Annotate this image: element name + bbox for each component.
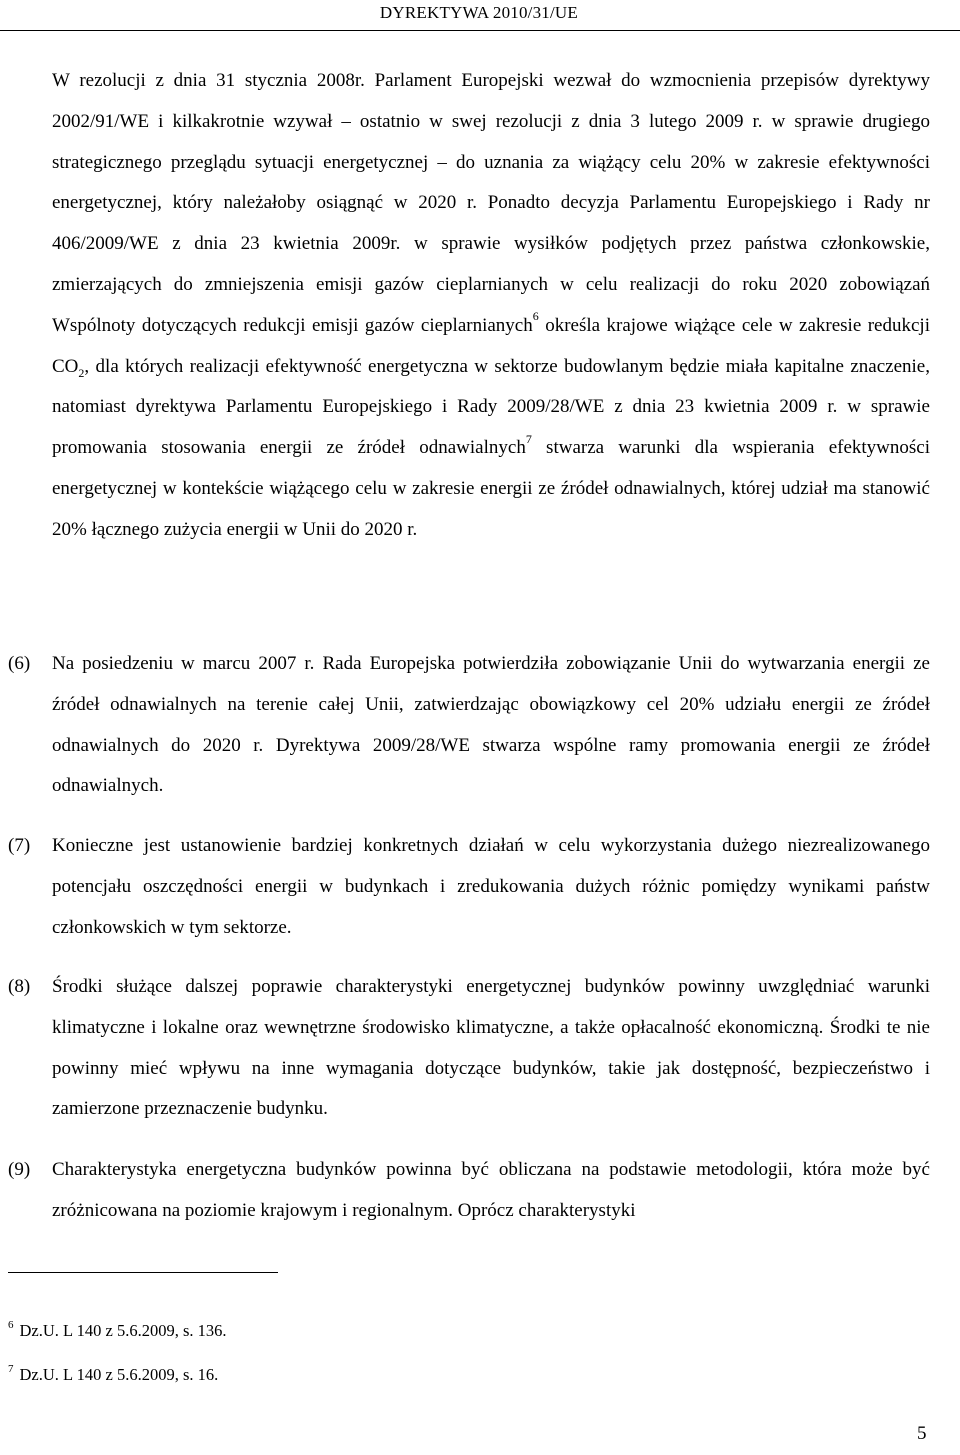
footnote-text: Dz.U. L 140 z 5.6.2009, s. 136.	[19, 1321, 227, 1340]
footnote-separator	[8, 1272, 278, 1273]
recital-8	[0, 967, 930, 1130]
intro-text-part3: , dla których realizacji efektywność energetyczna w sektorze budowlanym będzie miała kapitalne znaczenie, natomiast dyrektywa Parlamentu Europejskiego i Rady 2009/28/WE z dnia 23 kwietnia 2009 r. w sprawie promowania stosowania energii ze źródeł odnawialnych	[52, 355, 930, 459]
recital-text: Środki służące dalszej poprawie charakterystyki energetycznej budynków powinny uwzględniać warunki klimatyczne i lokalne oraz wewnętrzne środowisko klimatyczne, a także opłacalność ekonomiczną. Środki te nie powinny mieć wpływu na inne wymagania dotyczące budynków, takie jak dostępność, bezpieczeństwo i zamierzone przeznaczenie budynku.	[52, 976, 930, 1120]
intro-text-part2: określa krajowe wiążące cele w zakresie redukcji CO	[52, 314, 930, 377]
footnote-ref-7[interactable]: 7	[525, 431, 532, 446]
footnote-text: Dz.U. L 140 z 5.6.2009, s. 16.	[19, 1365, 219, 1384]
recital-text: Na posiedzeniu w marcu 2007 r. Rada Europejska potwierdziła zobowiązanie Unii do wytwarzania energii ze źródeł odnawialnych na terenie całej Unii, zatwierdzając obowiązkowy cel 20% udziału energii ze źródeł odnawialnych do 2020 r. Dyrektywa 2009/28/WE stwarza wspólne ramy promowania energii ze źródeł odnawialnych.	[52, 653, 930, 797]
footnote-6	[8, 1318, 227, 1341]
recital-number: (6)	[8, 653, 31, 674]
header-title: DYREKTYWA 2010/31/UE	[379, 3, 578, 22]
recital-text: Charakterystyka energetyczna budynków powinna być obliczana na podstawie metodologii, która może być zróżnicowana na poziomie krajowym i regionalnym. Oprócz charakterystyki	[52, 1159, 930, 1221]
page-number: 5	[917, 1423, 927, 1444]
footnote-marker: 7	[8, 1362, 14, 1375]
intro-paragraph	[52, 61, 930, 551]
footnote-ref-6[interactable]: 6	[532, 309, 539, 324]
recital-number: (7)	[8, 835, 31, 856]
recital-9	[0, 1150, 930, 1232]
intro-text-part1: W rezolucji z dnia 31 stycznia 2008r. Parlament Europejski wezwał do wzmocnienia przepisów dyrektywy 2002/91/WE i kilkakrotnie wzywał – ostatnio w swej rezolucji z dnia 3 lutego 2009 r. w sprawie drugiego strategicznego przeglądu sytuacji energetycznej – do uznania za wiążący celu 20% w zakresie efektywności energetycznej, który należałoby osiągnąć w 2020 r. Ponadto decyzja Parlamentu Europejskiego i Rady nr 406/2009/WE z dnia 23 kwietnia 2009r. w sprawie wysiłków podjętych przez państwa członkowskie, zmierzających do zmniejszenia emisji gazów cieplarnianych w celu realizacji do roku 2020 zobowiązań Wspólnoty dotyczących redukcji emisji gazów cieplarnianych	[52, 70, 930, 336]
recital-7	[0, 826, 930, 948]
recital-6	[0, 644, 930, 807]
running-header	[0, 0, 960, 31]
recital-number: (9)	[8, 1159, 31, 1180]
recital-text: Konieczne jest ustanowienie bardziej konkretnych działań w celu wykorzystania dużego niezrealizowanego potencjału oszczędności energii w budynkach i zredukowania dużych różnic pomiędzy wynikami państw członkowskich w tym sektorze.	[52, 835, 930, 938]
footnote-7	[8, 1362, 219, 1385]
footnote-marker: 6	[8, 1318, 14, 1331]
intro-text-part4: stwarza warunki dla wspierania efektywności energetycznej w kontekście wiążącego celu w zakresie energii ze źródeł odnawialnych, której udział ma stanowić 20% łącznego zużycia energii w Unii do 2020 r.	[52, 437, 931, 540]
recital-number: (8)	[8, 976, 31, 997]
co2-subscript: 2	[78, 365, 85, 380]
